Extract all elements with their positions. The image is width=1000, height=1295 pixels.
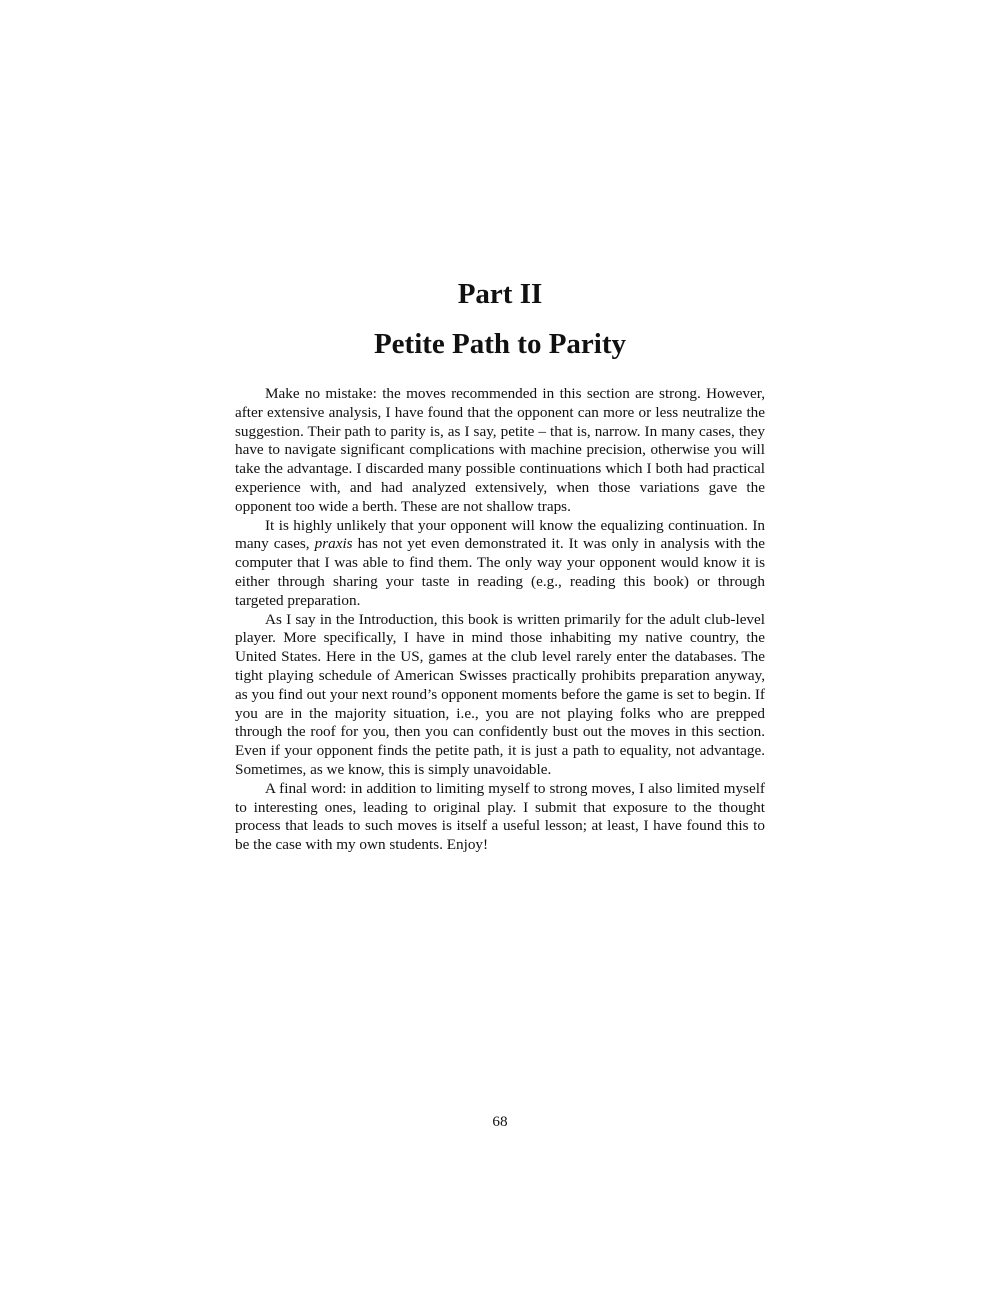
body-text	[235, 385, 765, 855]
part-label: Part II	[457, 278, 543, 310]
paragraph-final-word: A final word: in addition to limiting myself to strong moves, I also limited myself to interesting ones, leading to original play. I submit that exposure to the thought process that leads to such moves is itself a useful lesson; at least, I have found this to be the case with my own students. Enjoy!	[235, 779, 765, 854]
paragraph-praxis-before: It is highly unlikely that your opponent will know the equalizing continuation. In many cases,	[235, 516, 765, 553]
part-title: Petite Path to Parity	[373, 328, 627, 360]
paragraph-praxis	[235, 517, 765, 611]
paragraph-intro: Make no mistake: the moves recommended in this section are strong. However, after extensive analysis, I have found that the opponent can more or less neutralize the suggestion. Their path to parity is, as I say, petite – that is, narrow. In many cases, they have to navigate significant complications with machine precision, otherwise you will take the advantage. I discarded many possible continuations which I both had practical experience with, and had analyzed extensively, when those variations gave the opponent too wide a berth. These are not shallow traps.	[235, 385, 765, 515]
page-number: 68	[492, 1113, 508, 1130]
praxis-emphasis: praxis	[314, 535, 353, 553]
paragraph-praxis-after: has not yet even demonstrated it. It was only in analysis with the computer that I was able to find them. The only way your opponent would know it is either through sharing your taste in reading (e.g., reading this book) or through targeted preparation.	[235, 535, 765, 609]
paragraph-audience: As I say in the Introduction, this book is written primarily for the adult club-level player. More specifically, I have in mind those inhabiting my native country, the United States. Here in the US, games at the club level rarely enter the databases. The tight playing schedule of American Swisses practically prohibits preparation anyway, as you find out your next round’s opponent moments before the game is set to begin. If you are in the majority situation, i.e., you are not playing folks who are prepped through the roof for you, then you can confidently bust out the moves in this section. Even if your opponent finds the petite path, it is just a path to equality, not advantage. Sometimes, as we know, this is simply unavoidable.	[235, 610, 765, 778]
